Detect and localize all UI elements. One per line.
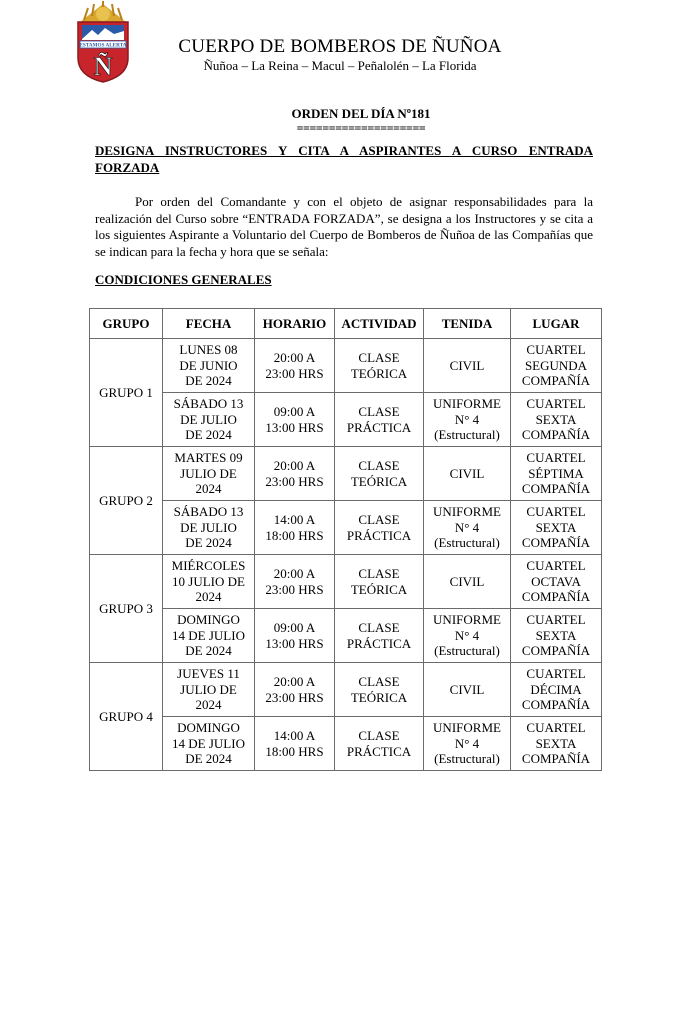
actividad-cell: CLASE PRÁCTICA (335, 609, 424, 663)
fecha-cell: SÁBADO 13 DE JULIO DE 2024 (163, 393, 255, 447)
order-title-underline: ==================== (296, 121, 426, 135)
organization-communes: Ñuñoa – La Reina – Macul – Peñalolén – La Florida (203, 58, 477, 73)
section-title: CONDICIONES GENERALES (95, 272, 272, 287)
actividad-cell: CLASE TEÓRICA (335, 663, 424, 717)
tenida-cell: UNIFORME N° 4 (Estructural) (424, 501, 511, 555)
emblem-sun-rays (80, 1, 126, 22)
horario-cell: 14:00 A 18:00 HRS (255, 717, 335, 771)
body-line: realización del Curso sobre “ENTRADA FORZADA”, se designa a los Instructores y se cita a (95, 210, 593, 226)
emblem-motto: ESTAMOS ALERTA (79, 42, 127, 49)
header-fecha: FECHA (163, 309, 255, 339)
table-row (90, 339, 602, 393)
order-subject-line-1: DESIGNA INSTRUCTORES Y CITA A ASPIRANTES A CURSO ENTRADA (95, 143, 593, 158)
order-title: ORDEN DEL DÍA Nº181 (291, 106, 431, 121)
tenida-cell: CIVIL (424, 447, 511, 501)
fire-department-emblem (74, 0, 132, 84)
horario-cell: 14:00 A 18:00 HRS (255, 501, 335, 555)
table-row (90, 717, 602, 771)
group-cell: GRUPO 3 (90, 555, 163, 663)
fecha-cell: DOMINGO 14 DE JULIO DE 2024 (163, 717, 255, 771)
table-row (90, 663, 602, 717)
actividad-cell: CLASE TEÓRICA (335, 555, 424, 609)
actividad-cell: CLASE TEÓRICA (335, 339, 424, 393)
lugar-cell: CUARTEL SEXTA COMPAÑÍA (511, 501, 602, 555)
group-cell: GRUPO 2 (90, 447, 163, 555)
actividad-cell: CLASE PRÁCTICA (335, 717, 424, 771)
body-line: Por orden del Comandante y con el objeto de asignar responsabilidades para la (135, 194, 593, 209)
tenida-cell: UNIFORME N° 4 (Estructural) (424, 609, 511, 663)
horario-cell: 20:00 A 23:00 HRS (255, 447, 335, 501)
lugar-cell: CUARTEL OCTAVA COMPAÑÍA (511, 555, 602, 609)
body-line: se indican para la fecha y hora que se señala: (95, 243, 329, 259)
group-cell: GRUPO 1 (90, 339, 163, 447)
actividad-cell: CLASE PRÁCTICA (335, 393, 424, 447)
header-grupo: GRUPO (90, 309, 163, 339)
fecha-cell: MARTES 09 JULIO DE 2024 (163, 447, 255, 501)
fecha-cell: SÁBADO 13 DE JULIO DE 2024 (163, 501, 255, 555)
organization-name: CUERPO DE BOMBEROS DE ÑUÑOA (178, 36, 502, 57)
actividad-cell: CLASE PRÁCTICA (335, 501, 424, 555)
schedule-table (89, 308, 602, 771)
lugar-cell: CUARTEL SEGUNDA COMPAÑÍA (511, 339, 602, 393)
table-row (90, 501, 602, 555)
actividad-cell: CLASE TEÓRICA (335, 447, 424, 501)
fecha-cell: LUNES 08 DE JUNIO DE 2024 (163, 339, 255, 393)
order-body-paragraph (95, 194, 593, 260)
fecha-cell: MIÉRCOLES 10 JULIO DE 2024 (163, 555, 255, 609)
lugar-cell: CUARTEL DÉCIMA COMPAÑÍA (511, 663, 602, 717)
order-subject-line-2: FORZADA (95, 160, 160, 175)
order-subject (95, 142, 593, 176)
lugar-cell: CUARTEL SEXTA COMPAÑÍA (511, 393, 602, 447)
table-row (90, 393, 602, 447)
tenida-cell: CIVIL (424, 663, 511, 717)
tenida-cell: UNIFORME N° 4 (Estructural) (424, 393, 511, 447)
header-tenida: TENIDA (424, 309, 511, 339)
tenida-cell: CIVIL (424, 555, 511, 609)
emblem-letter: Ñ (93, 52, 113, 81)
horario-cell: 20:00 A 23:00 HRS (255, 339, 335, 393)
horario-cell: 09:00 A 13:00 HRS (255, 609, 335, 663)
horario-cell: 20:00 A 23:00 HRS (255, 555, 335, 609)
header-horario: HORARIO (255, 309, 335, 339)
group-cell: GRUPO 4 (90, 663, 163, 771)
lugar-cell: CUARTEL SÉPTIMA COMPAÑÍA (511, 447, 602, 501)
tenida-cell: CIVIL (424, 339, 511, 393)
table-row (90, 555, 602, 609)
tenida-cell: UNIFORME N° 4 (Estructural) (424, 717, 511, 771)
lugar-cell: CUARTEL SEXTA COMPAÑÍA (511, 609, 602, 663)
lugar-cell: CUARTEL SEXTA COMPAÑÍA (511, 717, 602, 771)
table-row (90, 447, 602, 501)
body-line: los siguientes Aspirante a Voluntario del Cuerpo de Bomberos de Ñuñoa de las Compañías que (95, 227, 593, 242)
header-lugar: LUGAR (511, 309, 602, 339)
fecha-cell: JUEVES 11 JULIO DE 2024 (163, 663, 255, 717)
table-row (90, 609, 602, 663)
horario-cell: 09:00 A 13:00 HRS (255, 393, 335, 447)
table-header-row (90, 309, 602, 339)
horario-cell: 20:00 A 23:00 HRS (255, 663, 335, 717)
header-actividad: ACTIVIDAD (335, 309, 424, 339)
fecha-cell: DOMINGO 14 DE JULIO DE 2024 (163, 609, 255, 663)
